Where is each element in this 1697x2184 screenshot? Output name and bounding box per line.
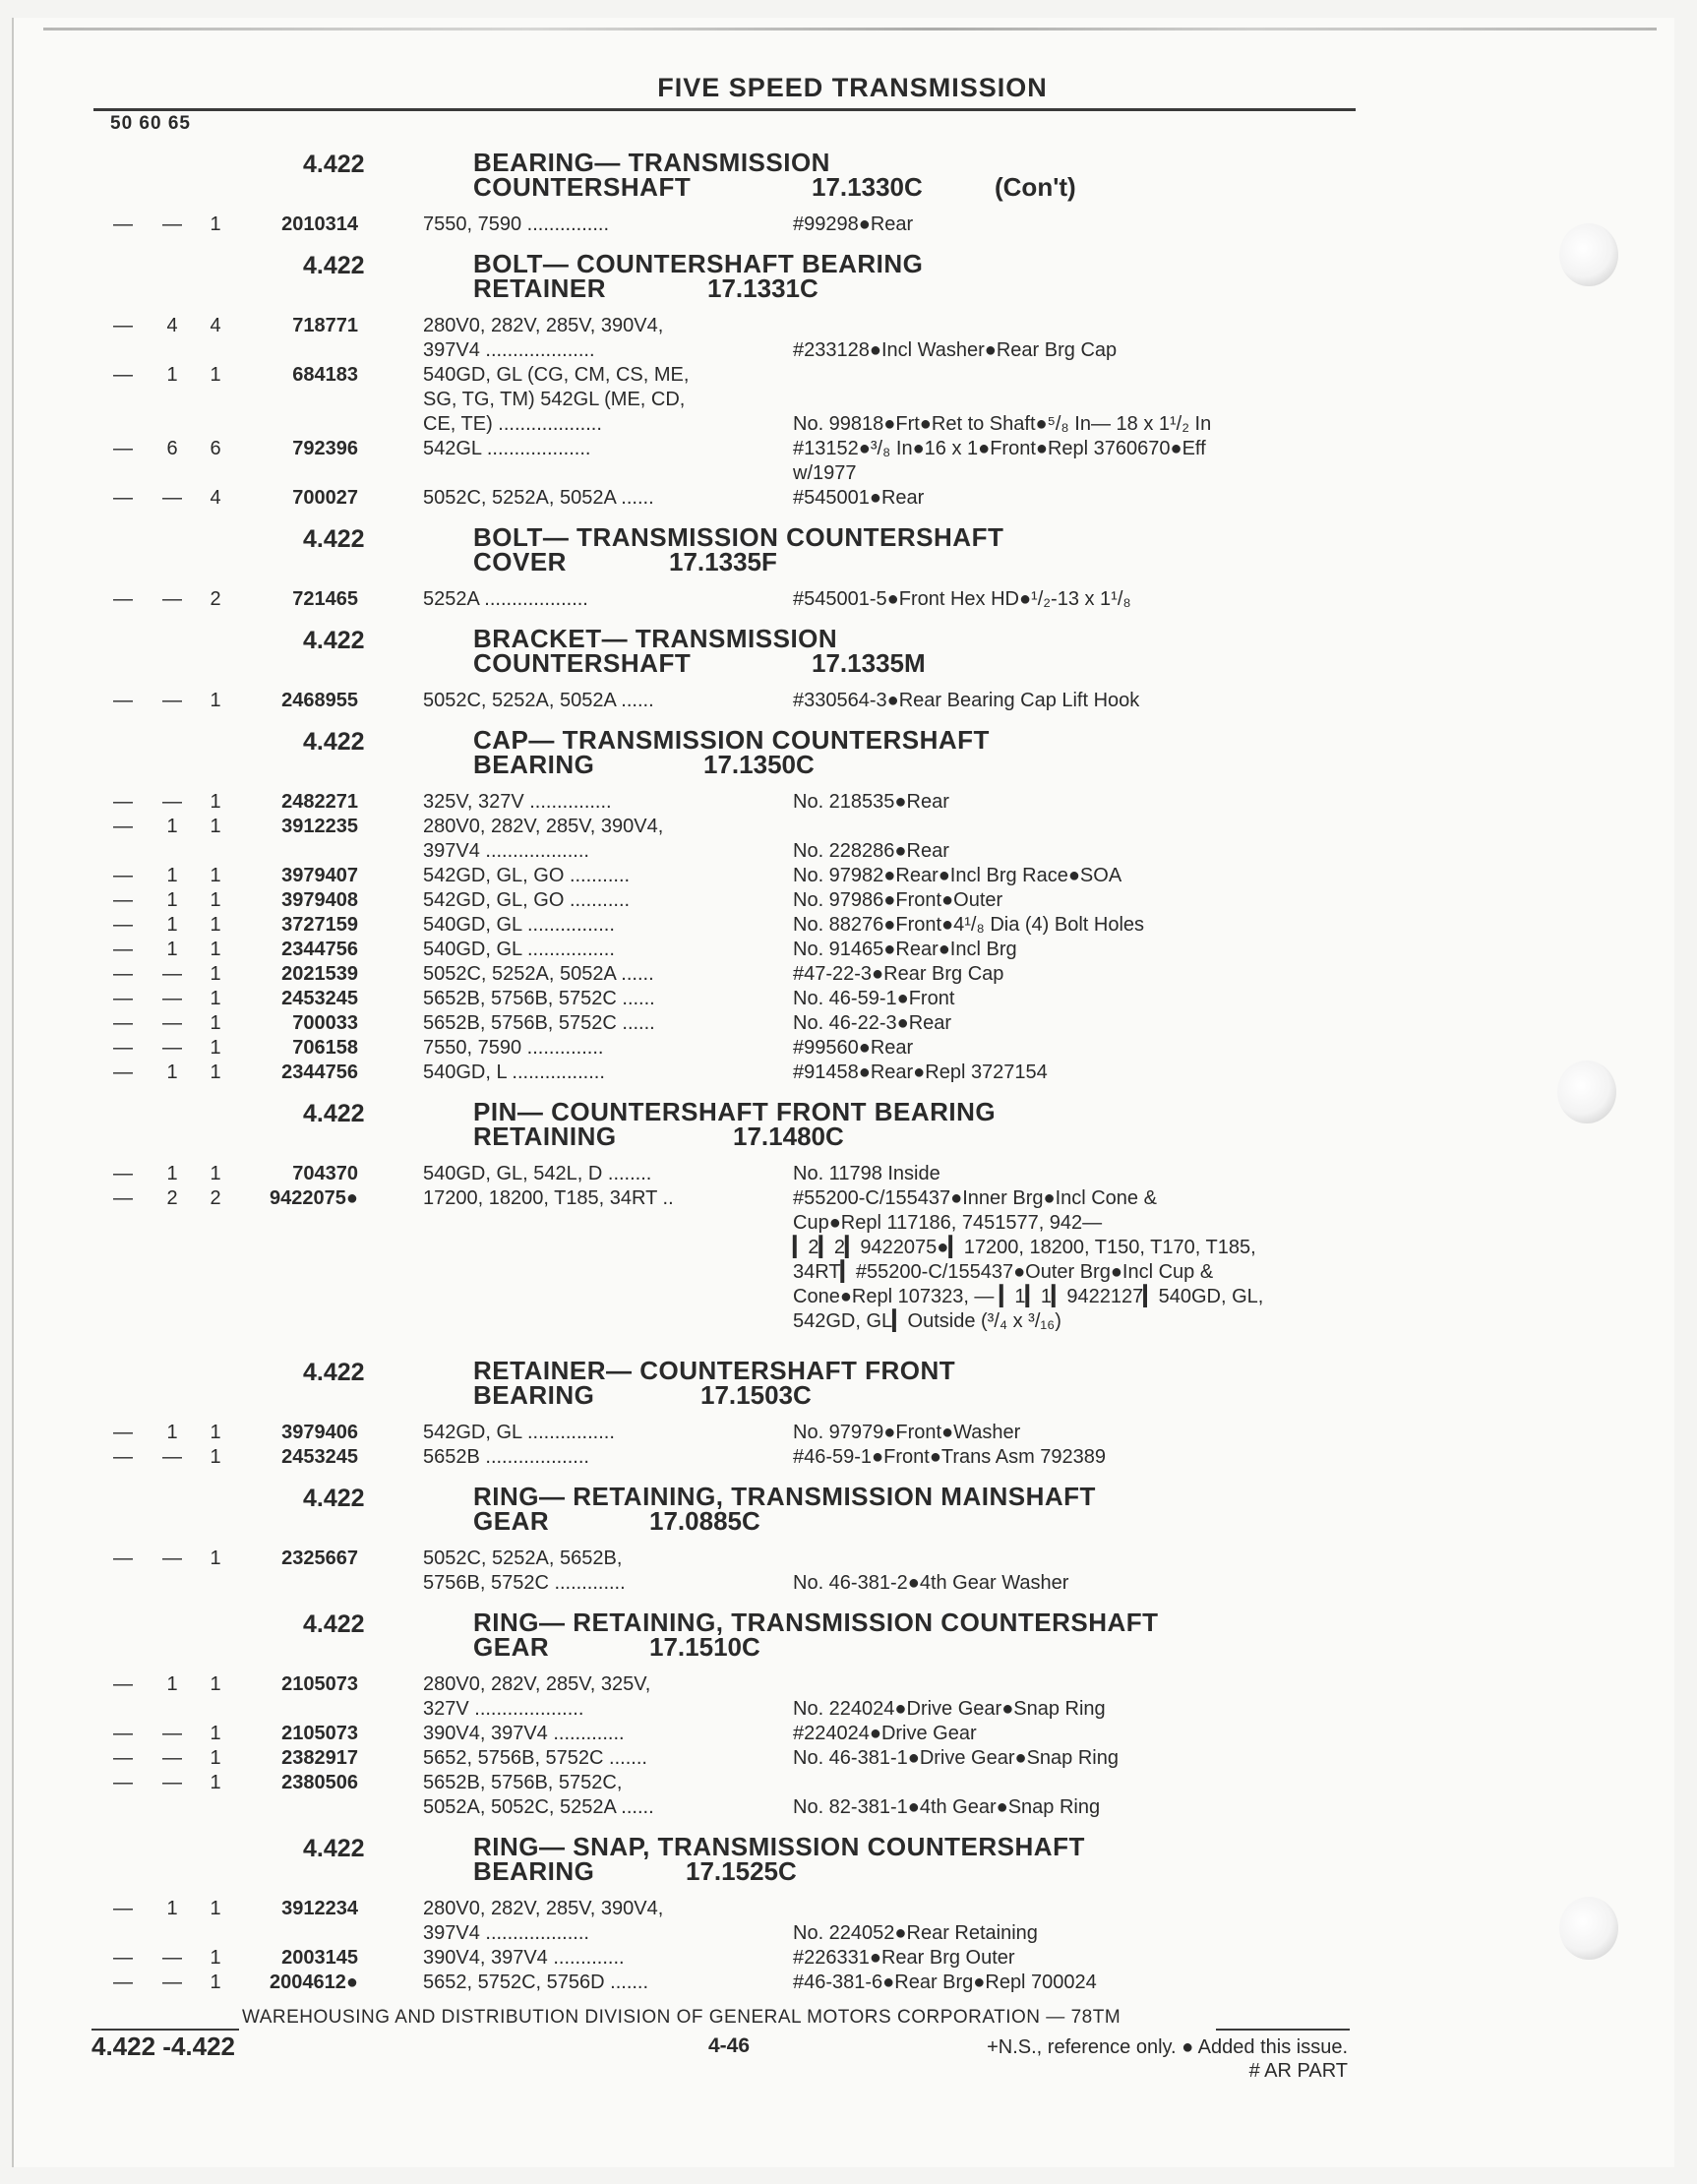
application-models: 280V0, 282V, 285V, 325V, 327V .................... <box>423 1673 651 1720</box>
qty-model-50: — <box>113 213 133 235</box>
qty-model-60: 6 <box>166 438 178 459</box>
qty-model-65: 1 <box>210 1898 221 1919</box>
qty-model-65: 2 <box>210 1187 221 1209</box>
qty-model-60: — <box>162 1723 182 1744</box>
qty-model-60: 1 <box>166 1062 178 1083</box>
section-reference-number: 17.1330C <box>812 172 923 202</box>
part-number: 2382917 <box>281 1747 358 1769</box>
catalog-section <box>0 1608 1697 1820</box>
qty-model-65: 1 <box>210 1972 221 1993</box>
application-models: 5652, 5756B, 5752C ....... <box>423 1747 647 1769</box>
part-notes: No. 97982●Rear●Incl Brg Race●SOA <box>793 865 1122 886</box>
section-title-line1: BEARING— TRANSMISSION <box>473 148 830 177</box>
section-code: 4.422 <box>303 525 365 553</box>
part-notes: No. 11798 Inside <box>793 1163 940 1184</box>
part-row <box>0 1162 1697 1186</box>
qty-model-50: — <box>113 1062 133 1083</box>
qty-model-60: 1 <box>166 1898 178 1919</box>
part-notes: #46-381-6●Rear Brg●Repl 700024 <box>793 1972 1097 1993</box>
part-number: 706158 <box>292 1037 358 1059</box>
qty-model-65: 1 <box>210 690 221 711</box>
part-notes: #330564-3●Rear Bearing Cap Lift Hook <box>793 690 1140 711</box>
part-number: 792396 <box>292 438 358 459</box>
part-row <box>0 1722 1697 1746</box>
qty-model-65: 1 <box>210 914 221 936</box>
part-row <box>0 790 1697 815</box>
section-code: 4.422 <box>303 1610 365 1638</box>
qty-model-50: — <box>113 1947 133 1969</box>
section-title-line1: RING— RETAINING, TRANSMISSION COUNTERSHAFT <box>473 1608 1159 1637</box>
qty-model-60: — <box>162 963 182 985</box>
section-reference-number: 17.1480C <box>733 1122 844 1151</box>
part-notes: No. 224052●Rear Retaining <box>793 1922 1038 1944</box>
continued-label: (Con't) <box>995 172 1076 202</box>
application-models: 540GD, L ................. <box>423 1062 605 1083</box>
section-heading <box>0 1356 1697 1421</box>
part-row <box>0 1186 1697 1334</box>
qty-model-65: 1 <box>210 1062 221 1083</box>
qty-model-50: — <box>113 1898 133 1919</box>
qty-model-50: — <box>113 1547 133 1569</box>
qty-model-65: 1 <box>210 1723 221 1744</box>
qty-model-65: 1 <box>210 865 221 886</box>
page-title: FIVE SPEED TRANSMISSION <box>657 73 1048 102</box>
qty-model-50: — <box>113 1723 133 1744</box>
qty-model-60: — <box>162 1947 182 1969</box>
section-heading <box>0 522 1697 587</box>
part-number: 2105073 <box>281 1723 358 1744</box>
qty-model-50: — <box>113 1772 133 1793</box>
application-models: 7550, 7590 ............... <box>423 213 610 235</box>
section-code: 4.422 <box>303 627 365 654</box>
part-number: 3727159 <box>281 914 358 936</box>
qty-model-60: — <box>162 1547 182 1569</box>
section-reference-number: 17.1525C <box>686 1856 797 1886</box>
application-models: 540GD, GL (CG, CM, CS, ME, SG, TG, TM) 542GL (ME, CD, CE, TE) ................... <box>423 364 690 435</box>
qty-model-60: 2 <box>166 1187 178 1209</box>
section-code: 4.422 <box>303 1359 365 1386</box>
qty-model-60: — <box>162 1446 182 1468</box>
part-number: 2325667 <box>281 1547 358 1569</box>
part-notes: #99298●Rear <box>793 213 914 235</box>
part-row <box>0 1897 1697 1946</box>
qty-model-60: — <box>162 1772 182 1793</box>
application-models: 7550, 7590 .............. <box>423 1037 604 1059</box>
catalog-section <box>0 1482 1697 1596</box>
binder-hole <box>1557 1061 1616 1123</box>
application-models: 17200, 18200, T185, 34RT .. <box>423 1187 674 1209</box>
qty-model-50: — <box>113 988 133 1009</box>
qty-model-60: — <box>162 213 182 235</box>
section-title-line2: COUNTERSHAFT <box>473 648 692 678</box>
qty-model-65: 1 <box>210 213 221 235</box>
section-title-line1: RETAINER— COUNTERSHAFT FRONT <box>473 1356 956 1385</box>
year-column-headers: 50 60 65 <box>110 113 191 134</box>
section-title-line1: BRACKET— TRANSMISSION <box>473 624 838 653</box>
part-row <box>0 1771 1697 1820</box>
part-number: 2105073 <box>281 1673 358 1695</box>
qty-model-50: — <box>113 1972 133 1993</box>
qty-model-50: — <box>113 1187 133 1209</box>
application-models: 540GD, GL ................ <box>423 939 615 960</box>
part-row <box>0 363 1697 437</box>
part-notes: No. 46-59-1●Front <box>793 988 955 1009</box>
section-title-line2: BEARING <box>473 1380 595 1410</box>
catalog-section <box>0 148 1697 237</box>
part-row <box>0 1746 1697 1771</box>
application-models: 5652B, 5756B, 5752C ...... <box>423 1012 655 1034</box>
application-models: 280V0, 282V, 285V, 390V4, 397V4 ................... <box>423 816 664 862</box>
section-title-line2: GEAR <box>473 1506 550 1536</box>
part-notes: #47-22-3●Rear Brg Cap <box>793 963 1004 985</box>
part-row <box>0 314 1697 363</box>
part-notes: No. 82-381-1●4th Gear●Snap Ring <box>793 1796 1101 1818</box>
section-title-line1: RING— RETAINING, TRANSMISSION MAINSHAFT <box>473 1482 1096 1511</box>
part-number: 2344756 <box>281 1062 358 1083</box>
catalog-section <box>0 522 1697 612</box>
section-reference-number: 17.1503C <box>700 1380 812 1410</box>
part-notes: #55200-C/155437●Inner Brg●Incl Cone & Cup●Repl 117186, 7451577, 942— ▎2▎2▎9422075●▎17200, 18200, T150, T170, T185, 34RT▎#55200-C/155437●Outer Brg●Incl Cup & Cone●Repl 107323, — ▎1▎1▎9422127▎540GD, GL, 542GD, GL▎Outside (³/₄ x ³/₁₆) <box>793 1187 1264 1332</box>
footer-legend: +N.S., reference only. ● Added this issue. <box>987 2036 1348 2058</box>
part-notes: No. 46-381-2●4th Gear Washer <box>793 1572 1069 1594</box>
qty-model-50: — <box>113 914 133 936</box>
qty-model-65: 1 <box>210 1547 221 1569</box>
application-models: 390V4, 397V4 ............. <box>423 1947 625 1969</box>
qty-model-60: 1 <box>166 816 178 837</box>
section-reference-number: 17.1331C <box>707 273 818 303</box>
section-heading <box>0 249 1697 314</box>
section-heading <box>0 148 1697 212</box>
part-row <box>0 815 1697 864</box>
qty-model-65: 1 <box>210 791 221 813</box>
qty-model-60: 1 <box>166 1422 178 1443</box>
section-reference-number: 17.1335M <box>812 648 926 678</box>
section-title-line2: GEAR <box>473 1632 550 1662</box>
application-models: 325V, 327V ............... <box>423 791 612 813</box>
part-row <box>0 1036 1697 1061</box>
part-notes: #545001●Rear <box>793 487 925 509</box>
part-notes: #46-59-1●Front●Trans Asm 792389 <box>793 1446 1107 1468</box>
section-reference-number: 17.1510C <box>649 1632 760 1662</box>
section-reference-number: 17.0885C <box>649 1506 760 1536</box>
qty-model-65: 1 <box>210 1947 221 1969</box>
qty-model-65: 1 <box>210 1446 221 1468</box>
section-title-line2: BEARING <box>473 1856 595 1886</box>
parts-listing <box>0 136 1697 1995</box>
qty-model-60: — <box>162 1972 182 1993</box>
application-models: 5652B, 5756B, 5752C, 5052A, 5052C, 5252A ...... <box>423 1772 654 1818</box>
part-row <box>0 1971 1697 1995</box>
application-models: 5052C, 5252A, 5052A ...... <box>423 487 654 509</box>
part-row <box>0 1061 1697 1085</box>
section-title-line2: RETAINER <box>473 273 606 303</box>
qty-model-50: — <box>113 865 133 886</box>
part-number: 2010314 <box>281 213 358 235</box>
qty-model-50: — <box>113 1422 133 1443</box>
qty-model-65: 1 <box>210 939 221 960</box>
part-number: 2453245 <box>281 1446 358 1468</box>
qty-model-65: 1 <box>210 889 221 911</box>
section-title-line2: COVER <box>473 547 567 576</box>
part-row <box>0 437 1697 486</box>
qty-model-50: — <box>113 438 133 459</box>
section-heading <box>0 1482 1697 1547</box>
catalog-section <box>0 725 1697 1085</box>
qty-model-50: — <box>113 588 133 610</box>
application-models: 542GD, GL, GO ........... <box>423 865 631 886</box>
qty-model-65: 1 <box>210 364 221 386</box>
part-row <box>0 987 1697 1011</box>
part-number: 2004612● <box>270 1972 358 1993</box>
qty-model-65: 1 <box>210 1163 221 1184</box>
application-models: 5652B ................... <box>423 1446 589 1468</box>
qty-model-65: 2 <box>210 588 221 610</box>
part-number: 2468955 <box>281 690 358 711</box>
part-number: 9422075● <box>270 1187 358 1209</box>
qty-model-50: — <box>113 315 133 336</box>
qty-model-60: 1 <box>166 914 178 936</box>
section-code: 4.422 <box>303 728 365 756</box>
part-number: 2453245 <box>281 988 358 1009</box>
part-notes: #13152●³/₈ In●16 x 1●Front●Repl 3760670●Eff w/1977 <box>793 438 1206 484</box>
qty-model-60: — <box>162 1037 182 1059</box>
qty-model-65: 1 <box>210 1037 221 1059</box>
page-edge-shadow <box>43 28 1657 30</box>
part-row <box>0 1672 1697 1722</box>
part-notes: #224024●Drive Gear <box>793 1723 977 1744</box>
part-row <box>0 1421 1697 1445</box>
part-number: 700027 <box>292 487 358 509</box>
qty-model-65: 1 <box>210 1673 221 1695</box>
part-row <box>0 587 1697 612</box>
part-number: 3979407 <box>281 865 358 886</box>
part-row <box>0 689 1697 713</box>
qty-model-65: 1 <box>210 1772 221 1793</box>
application-models: 542GD, GL, GO ........... <box>423 889 631 911</box>
qty-model-60: 1 <box>166 889 178 911</box>
qty-model-60: — <box>162 487 182 509</box>
application-models: 5652B, 5756B, 5752C ...... <box>423 988 655 1009</box>
qty-model-65: 1 <box>210 963 221 985</box>
application-models: 5252A ................... <box>423 588 588 610</box>
application-models: 540GD, GL ................ <box>423 914 615 936</box>
application-models: 280V0, 282V, 285V, 390V4, 397V4 .................... <box>423 315 664 361</box>
qty-model-65: 1 <box>210 1422 221 1443</box>
qty-model-60: — <box>162 588 182 610</box>
part-notes: #545001-5●Front Hex HD●¹/₂-13 x 1¹/₈ <box>793 588 1131 610</box>
part-notes: No. 97986●Front●Outer <box>793 889 1003 911</box>
page-number: 4-46 <box>708 2034 751 2057</box>
part-row <box>0 1011 1697 1036</box>
part-row <box>0 1946 1697 1971</box>
footer-code-range: 4.422 -4.422 <box>91 2032 236 2061</box>
catalog-section <box>0 1832 1697 1995</box>
qty-model-50: — <box>113 1037 133 1059</box>
part-notes: #91458●Rear●Repl 3727154 <box>793 1062 1048 1083</box>
application-models: 5052C, 5252A, 5052A ...... <box>423 690 654 711</box>
qty-model-60: — <box>162 791 182 813</box>
part-notes: No. 97979●Front●Washer <box>793 1422 1021 1443</box>
section-heading <box>0 1608 1697 1672</box>
section-reference-number: 17.1350C <box>703 750 815 779</box>
application-models: 542GD, GL ................ <box>423 1422 615 1443</box>
catalog-section <box>0 624 1697 713</box>
qty-model-65: 1 <box>210 816 221 837</box>
part-notes: #99560●Rear <box>793 1037 914 1059</box>
qty-model-50: — <box>113 1012 133 1034</box>
part-number: 3912235 <box>281 816 358 837</box>
application-models: 5052C, 5252A, 5052A ...... <box>423 963 654 985</box>
qty-model-50: — <box>113 1446 133 1468</box>
header-rule <box>93 108 1356 111</box>
part-notes: No. 224024●Drive Gear●Snap Ring <box>793 1698 1106 1720</box>
qty-model-50: — <box>113 1747 133 1769</box>
part-notes: No. 46-22-3●Rear <box>793 1012 952 1034</box>
part-number: 3912234 <box>281 1898 358 1919</box>
qty-model-60: 4 <box>166 315 178 336</box>
part-row <box>0 864 1697 888</box>
section-heading <box>0 1097 1697 1162</box>
part-number: 700033 <box>292 1012 358 1034</box>
section-code: 4.422 <box>303 1485 365 1512</box>
part-number: 3979406 <box>281 1422 358 1443</box>
part-number: 3979408 <box>281 889 358 911</box>
application-models: 540GD, GL, 542L, D ........ <box>423 1163 652 1184</box>
section-heading <box>0 624 1697 689</box>
part-notes: No. 46-381-1●Drive Gear●Snap Ring <box>793 1747 1119 1769</box>
part-number: 2003145 <box>281 1947 358 1969</box>
qty-model-65: 6 <box>210 438 221 459</box>
section-heading <box>0 1832 1697 1897</box>
section-reference-number: 17.1335F <box>669 547 777 576</box>
part-notes: No. 91465●Rear●Incl Brg <box>793 939 1017 960</box>
part-row <box>0 486 1697 511</box>
section-code: 4.422 <box>303 252 365 279</box>
qty-model-50: — <box>113 364 133 386</box>
section-code: 4.422 <box>303 1100 365 1127</box>
part-number: 2344756 <box>281 939 358 960</box>
qty-model-60: — <box>162 1012 182 1034</box>
part-number: 2482271 <box>281 791 358 813</box>
part-number: 718771 <box>292 315 358 336</box>
qty-model-50: — <box>113 690 133 711</box>
qty-model-65: 4 <box>210 487 221 509</box>
footer-division: WAREHOUSING AND DISTRIBUTION DIVISION OF GENERAL MOTORS CORPORATION — 78TM <box>242 2007 1121 2028</box>
part-number: 684183 <box>292 364 358 386</box>
binder-hole <box>1559 1897 1618 1960</box>
part-row <box>0 962 1697 987</box>
qty-model-60: 1 <box>166 865 178 886</box>
part-notes: No. 99818●Frt●Ret to Shaft●⁵/₈ In— 18 x 1¹/₂ In <box>793 413 1212 435</box>
qty-model-50: — <box>113 816 133 837</box>
qty-model-50: — <box>113 1163 133 1184</box>
binder-hole <box>1559 223 1618 286</box>
part-notes: No. 228286●Rear <box>793 840 949 862</box>
qty-model-65: 1 <box>210 988 221 1009</box>
qty-model-65: 1 <box>210 1747 221 1769</box>
qty-model-60: 1 <box>166 1673 178 1695</box>
section-code: 4.422 <box>303 151 365 178</box>
qty-model-60: 1 <box>166 364 178 386</box>
qty-model-60: 1 <box>166 1163 178 1184</box>
catalog-section <box>0 1097 1697 1334</box>
part-row <box>0 938 1697 962</box>
part-notes: #233128●Incl Washer●Rear Brg Cap <box>793 339 1118 361</box>
section-code: 4.422 <box>303 1835 365 1862</box>
application-models: 390V4, 397V4 ............. <box>423 1723 625 1744</box>
section-title-line1: CAP— TRANSMISSION COUNTERSHAFT <box>473 725 990 755</box>
qty-model-60: — <box>162 1747 182 1769</box>
qty-model-50: — <box>113 939 133 960</box>
part-row <box>0 1445 1697 1470</box>
qty-model-65: 4 <box>210 315 221 336</box>
part-number: 721465 <box>292 588 358 610</box>
section-title-line1: PIN— COUNTERSHAFT FRONT BEARING <box>473 1097 997 1126</box>
qty-model-60: 1 <box>166 939 178 960</box>
qty-model-50: — <box>113 487 133 509</box>
section-title-line1: RING— SNAP, TRANSMISSION COUNTERSHAFT <box>473 1832 1085 1861</box>
section-title-line2: BEARING <box>473 750 595 779</box>
application-models: 5652, 5752C, 5756D ....... <box>423 1972 649 1993</box>
part-notes: #226331●Rear Brg Outer <box>793 1947 1015 1969</box>
footer-legend-ar: # AR PART <box>1248 2060 1348 2082</box>
catalog-section <box>0 249 1697 511</box>
part-row <box>0 913 1697 938</box>
section-title-line2: COUNTERSHAFT <box>473 172 692 202</box>
qty-model-50: — <box>113 889 133 911</box>
section-heading <box>0 725 1697 790</box>
section-title-line1: BOLT— COUNTERSHAFT BEARING <box>473 249 924 278</box>
part-notes: No. 218535●Rear <box>793 791 949 813</box>
part-row <box>0 1547 1697 1596</box>
qty-model-50: — <box>113 1673 133 1695</box>
application-models: 280V0, 282V, 285V, 390V4, 397V4 ................... <box>423 1898 664 1944</box>
section-title-line1: BOLT— TRANSMISSION COUNTERSHAFT <box>473 522 1004 552</box>
application-models: 542GL ................... <box>423 438 591 459</box>
qty-model-50: — <box>113 963 133 985</box>
part-row <box>0 888 1697 913</box>
catalog-section <box>0 1356 1697 1470</box>
footer-rule-right <box>1216 2029 1350 2031</box>
qty-model-50: — <box>113 791 133 813</box>
section-title-line2: RETAINING <box>473 1122 617 1151</box>
qty-model-60: — <box>162 988 182 1009</box>
application-models: 5052C, 5252A, 5652B, 5756B, 5752C ............. <box>423 1547 626 1594</box>
part-row <box>0 212 1697 237</box>
qty-model-60: — <box>162 690 182 711</box>
qty-model-65: 1 <box>210 1012 221 1034</box>
part-notes: No. 88276●Front●4¹/₈ Dia (4) Bolt Holes <box>793 914 1145 936</box>
footer-rule-left <box>91 2029 239 2031</box>
part-number: 2021539 <box>281 963 358 985</box>
part-number: 704370 <box>292 1163 358 1184</box>
part-number: 2380506 <box>281 1772 358 1793</box>
